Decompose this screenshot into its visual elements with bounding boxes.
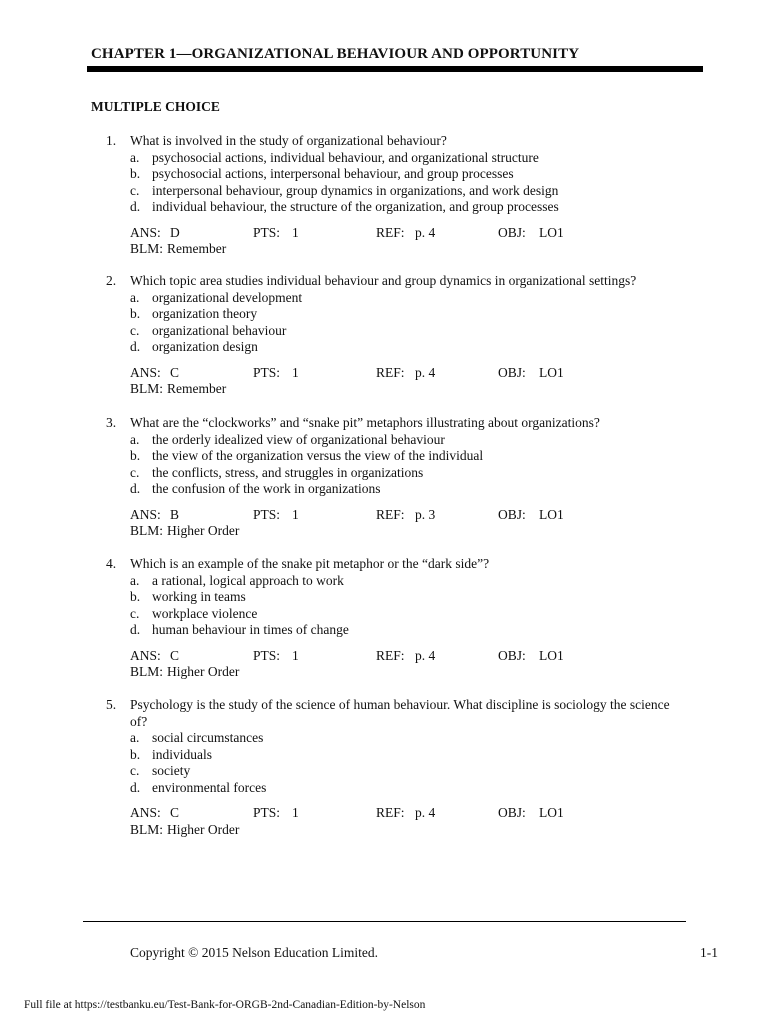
question-number: 1. bbox=[106, 133, 117, 148]
answer-option bbox=[0, 448, 768, 465]
ans-value: C bbox=[170, 647, 180, 663]
page-number: 1-1 bbox=[700, 945, 718, 960]
option-letter: c. bbox=[130, 464, 140, 480]
answer-option bbox=[0, 323, 768, 340]
option-letter: a. bbox=[130, 149, 140, 165]
option-letter: b. bbox=[130, 448, 141, 463]
source-note: Full file at https://testbanku.eu/Test-Bank-for-ORGB-2nd-Canadian-Edition-by-Nelson bbox=[24, 999, 426, 1011]
pts-value: 1 bbox=[292, 224, 299, 240]
ans-value: C bbox=[170, 805, 180, 820]
option-text: the conflicts, stress, and struggles in organizations bbox=[152, 464, 424, 480]
ref-value: p. 4 bbox=[415, 805, 436, 820]
obj-value: LO1 bbox=[539, 364, 564, 380]
pts-label: PTS: bbox=[253, 364, 281, 380]
obj-label: OBJ: bbox=[498, 647, 526, 663]
answer-option bbox=[0, 747, 768, 764]
blm-value: Higher Order bbox=[167, 664, 240, 679]
option-text: interpersonal behaviour, group dynamics in organizations, and work design bbox=[152, 182, 559, 198]
answer-metadata bbox=[0, 507, 768, 524]
ans-value: D bbox=[170, 224, 180, 240]
obj-label: OBJ: bbox=[498, 224, 526, 240]
question-number: 5. bbox=[106, 697, 117, 712]
page-title: CHAPTER 1—ORGANIZATIONAL BEHAVIOUR AND OPPORTUNITY bbox=[91, 46, 580, 62]
question-text: Psychology is the study of the science of human behaviour. What discipline is sociology the science bbox=[130, 697, 670, 712]
ref-label: REF: bbox=[376, 364, 405, 380]
question-text: Which topic area studies individual behaviour and group dynamics in organizational settings? bbox=[130, 273, 637, 288]
question-text: of? bbox=[130, 713, 148, 729]
option-letter: d. bbox=[130, 199, 141, 214]
ans-label: ANS: bbox=[130, 647, 161, 663]
pts-value: 1 bbox=[292, 647, 299, 663]
answer-option bbox=[0, 339, 768, 356]
question-text: Which is an example of the snake pit metaphor or the “dark side”? bbox=[130, 556, 490, 571]
answer-option bbox=[0, 306, 768, 323]
option-text: the confusion of the work in organizations bbox=[152, 481, 381, 496]
pts-value: 1 bbox=[292, 805, 299, 820]
obj-label: OBJ: bbox=[498, 805, 526, 820]
ref-label: REF: bbox=[376, 506, 405, 522]
option-letter: d. bbox=[130, 779, 141, 795]
question bbox=[0, 133, 768, 258]
blm-value: Remember bbox=[167, 381, 227, 396]
question bbox=[0, 415, 768, 540]
option-letter: c. bbox=[130, 763, 140, 778]
obj-value: LO1 bbox=[539, 805, 564, 820]
question-number: 2. bbox=[106, 273, 117, 288]
ref-value: p. 4 bbox=[415, 647, 436, 663]
ans-label: ANS: bbox=[130, 364, 161, 380]
question-text: What is involved in the study of organizational behaviour? bbox=[130, 133, 447, 148]
answer-option bbox=[0, 780, 768, 797]
question-text: What are the “clockworks” and “snake pit” metaphors illustrating about organizations? bbox=[130, 415, 600, 430]
question bbox=[0, 697, 768, 838]
blm-row bbox=[0, 822, 768, 839]
option-text: human behaviour in times of change bbox=[152, 622, 349, 637]
section-heading: MULTIPLE CHOICE bbox=[91, 99, 220, 114]
answer-metadata bbox=[0, 365, 768, 382]
option-letter: a. bbox=[130, 431, 140, 447]
obj-label: OBJ: bbox=[498, 506, 526, 522]
answer-option bbox=[0, 465, 768, 482]
ans-label: ANS: bbox=[130, 224, 161, 240]
ref-value: p. 4 bbox=[415, 364, 436, 380]
option-text: psychosocial actions, interpersonal behaviour, and group processes bbox=[152, 166, 514, 181]
pts-label: PTS: bbox=[253, 224, 281, 240]
blm-value: Higher Order bbox=[167, 821, 240, 837]
ans-label: ANS: bbox=[130, 805, 161, 820]
obj-value: LO1 bbox=[539, 506, 564, 522]
option-letter: d. bbox=[130, 339, 141, 354]
title-rule bbox=[87, 66, 703, 72]
obj-value: LO1 bbox=[539, 224, 564, 240]
ans-label: ANS: bbox=[130, 506, 161, 522]
answer-option bbox=[0, 150, 768, 167]
option-letter: d. bbox=[130, 481, 141, 496]
blm-label: BLM: bbox=[130, 821, 164, 837]
pts-label: PTS: bbox=[253, 506, 281, 522]
obj-value: LO1 bbox=[539, 647, 564, 663]
answer-option bbox=[0, 589, 768, 606]
option-text: social circumstances bbox=[152, 730, 264, 745]
answer-option bbox=[0, 606, 768, 623]
ref-label: REF: bbox=[376, 805, 405, 820]
option-letter: c. bbox=[130, 322, 140, 338]
option-text: organizational behaviour bbox=[152, 322, 287, 338]
option-text: individuals bbox=[152, 746, 212, 762]
copyright-notice: Copyright © 2015 Nelson Education Limited. bbox=[130, 945, 378, 960]
ref-label: REF: bbox=[376, 224, 405, 240]
option-letter: d. bbox=[130, 622, 141, 637]
option-text: organization theory bbox=[152, 306, 258, 321]
answer-option bbox=[0, 763, 768, 780]
option-text: society bbox=[152, 763, 191, 778]
option-letter: c. bbox=[130, 605, 140, 621]
ans-value: B bbox=[170, 506, 180, 522]
question-number: 3. bbox=[106, 415, 117, 430]
obj-label: OBJ: bbox=[498, 364, 526, 380]
answer-metadata bbox=[0, 648, 768, 665]
pts-value: 1 bbox=[292, 364, 299, 380]
option-text: psychosocial actions, individual behaviour, and organizational structure bbox=[152, 149, 539, 165]
answer-metadata bbox=[0, 805, 768, 822]
answer-option bbox=[0, 573, 768, 590]
blm-row bbox=[0, 381, 768, 398]
option-text: organization design bbox=[152, 339, 258, 354]
answer-option bbox=[0, 199, 768, 216]
option-text: a rational, logical approach to work bbox=[152, 572, 344, 588]
blm-label: BLM: bbox=[130, 664, 164, 679]
option-letter: b. bbox=[130, 306, 141, 321]
blm-row bbox=[0, 241, 768, 258]
option-text: working in teams bbox=[152, 589, 246, 604]
answer-option bbox=[0, 730, 768, 747]
pts-label: PTS: bbox=[253, 805, 281, 820]
answer-option bbox=[0, 481, 768, 498]
blm-value: Higher Order bbox=[167, 523, 240, 538]
ref-value: p. 4 bbox=[415, 224, 436, 240]
answer-option bbox=[0, 166, 768, 183]
answer-option bbox=[0, 290, 768, 307]
ans-value: C bbox=[170, 364, 180, 380]
blm-label: BLM: bbox=[130, 381, 164, 396]
option-letter: b. bbox=[130, 746, 141, 762]
option-text: organizational development bbox=[152, 289, 303, 305]
option-text: individual behaviour, the structure of the organization, and group processes bbox=[152, 199, 559, 214]
option-text: the view of the organization versus the view of the individual bbox=[152, 448, 484, 463]
option-text: environmental forces bbox=[152, 779, 267, 795]
blm-row bbox=[0, 664, 768, 681]
ref-label: REF: bbox=[376, 647, 405, 663]
question bbox=[0, 273, 768, 398]
blm-label: BLM: bbox=[130, 523, 164, 538]
blm-value: Remember bbox=[167, 241, 227, 256]
pts-label: PTS: bbox=[253, 647, 281, 663]
option-letter: a. bbox=[130, 289, 140, 305]
option-letter: a. bbox=[130, 572, 140, 588]
answer-option bbox=[0, 622, 768, 639]
option-letter: a. bbox=[130, 730, 140, 745]
question-number: 4. bbox=[106, 556, 117, 571]
answer-metadata bbox=[0, 225, 768, 242]
answer-option bbox=[0, 183, 768, 200]
option-letter: b. bbox=[130, 589, 141, 604]
footer-rule bbox=[83, 921, 686, 922]
option-text: the orderly idealized view of organizational behaviour bbox=[152, 431, 445, 447]
blm-row bbox=[0, 523, 768, 540]
blm-label: BLM: bbox=[130, 241, 164, 256]
answer-option bbox=[0, 432, 768, 449]
ref-value: p. 3 bbox=[415, 506, 436, 522]
option-text: workplace violence bbox=[152, 605, 258, 621]
option-letter: b. bbox=[130, 166, 141, 181]
question bbox=[0, 556, 768, 681]
option-letter: c. bbox=[130, 182, 140, 198]
pts-value: 1 bbox=[292, 506, 299, 522]
